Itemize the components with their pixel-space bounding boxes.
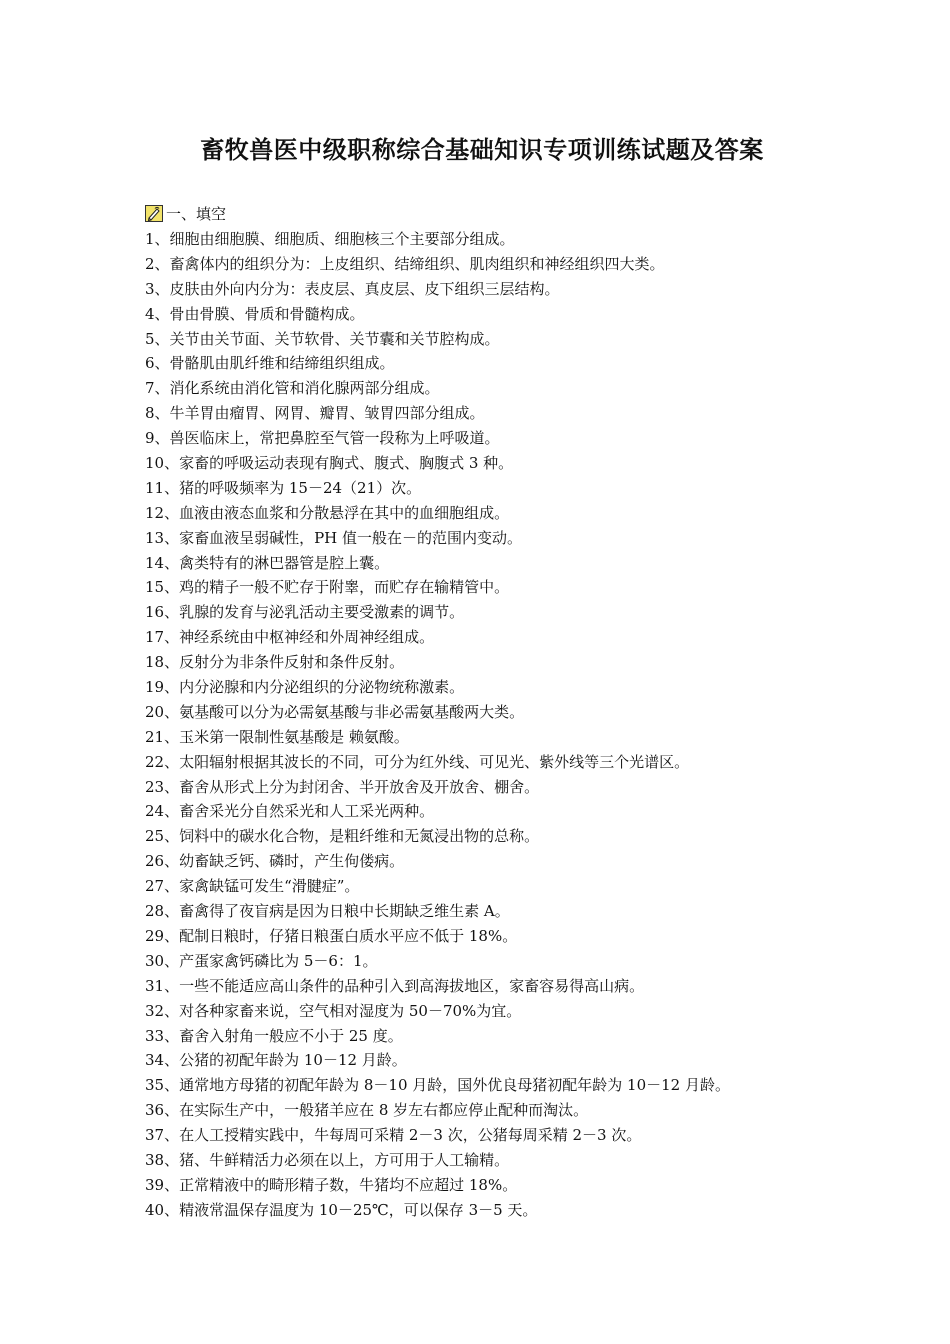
list-item: 5、关节由关节面、关节软骨、关节囊和关节腔构成。 [145, 329, 500, 348]
list-item: 28、畜禽得了夜盲病是因为日粮中长期缺乏维生素 A。 [145, 902, 510, 921]
question-list [145, 227, 730, 1223]
list-item: 17、神经系统由中枢神经和外周神经组成。 [145, 628, 435, 647]
list-item: 32、对各种家畜来说，空气相对湿度为 50－70%为宜。 [145, 1001, 522, 1020]
list-item: 34、公猪的初配年龄为 10－12 月龄。 [145, 1051, 407, 1070]
list-item: 13、家畜血液呈弱碱性，PH 值一般在－的范围内变动。 [145, 528, 523, 547]
note-icon [145, 205, 163, 222]
list-item: 33、畜舍入射角一般应不小于 25 度。 [145, 1026, 403, 1045]
list-item: 9、兽医临床上，常把鼻腔至气管一段称为上呼吸道。 [145, 429, 500, 448]
list-item: 4、骨由骨膜、骨质和骨髓构成。 [145, 304, 365, 323]
list-item: 27、家禽缺锰可发生“滑腱症”。 [145, 877, 360, 896]
list-item: 19、内分泌腺和内分泌组织的分泌物统称激素。 [145, 678, 465, 697]
list-item: 16、乳腺的发育与泌乳活动主要受激素的调节。 [145, 603, 465, 622]
list-item: 24、畜舍采光分自然采光和人工采光两种。 [145, 802, 435, 821]
list-item: 14、禽类特有的淋巴器管是腔上囊。 [145, 553, 390, 572]
list-item: 40、精液常温保存温度为 10－25℃，可以保存 3－5 天。 [145, 1200, 538, 1219]
list-item: 2、畜禽体内的组织分为：上皮组织、结缔组织、肌肉组织和神经组织四大类。 [145, 254, 665, 273]
list-item: 6、骨骼肌由肌纤维和结缔组织组成。 [145, 354, 395, 373]
list-item: 1、细胞由细胞膜、细胞质、细胞核三个主要部分组成。 [145, 230, 515, 248]
list-item: 25、饲料中的碳水化合物，是粗纤维和无氮浸出物的总称。 [145, 827, 540, 846]
list-item: 39、正常精液中的畸形精子数，牛猪均不应超过 18%。 [145, 1175, 518, 1194]
list-item: 23、畜舍从形式上分为封闭舍、半开放舍及开放舍、棚舍。 [145, 777, 540, 796]
section-heading [145, 202, 226, 224]
list-item: 30、产蛋家禽钙磷比为 5－6：1。 [145, 951, 378, 970]
list-item: 18、反射分为非条件反射和条件反射。 [145, 653, 405, 672]
list-item: 26、幼畜缺乏钙、磷时，产生佝偻病。 [145, 852, 405, 871]
section-label: 一、填空 [166, 204, 227, 223]
list-item: 29、配制日粮时，仔猪日粮蛋白质水平应不低于 18%。 [145, 926, 518, 945]
list-item: 12、血液由液态血浆和分散悬浮在其中的血细胞组成。 [145, 503, 510, 522]
list-item: 15、鸡的精子一般不贮存于附睾，而贮存在输精管中。 [145, 578, 510, 597]
list-item: 35、通常地方母猪的初配年龄为 8－10 月龄，国外优良母猪初配年龄为 10－12 月龄。 [145, 1076, 730, 1095]
list-item: 11、猪的呼吸频率为 15－24（21）次。 [145, 478, 422, 497]
list-item: 38、猪、牛鲜精活力必须在以上，方可用于人工输精。 [145, 1150, 510, 1169]
document-title: 畜牧兽医中级职称综合基础知识专项训练试题及答案 [200, 135, 764, 164]
list-item: 7、消化系统由消化管和消化腺两部分组成。 [145, 379, 440, 398]
list-item: 10、家畜的呼吸运动表现有胸式、腹式、胸腹式 3 种。 [145, 454, 514, 473]
list-item: 3、皮肤由外向内分为：表皮层、真皮层、皮下组织三层结构。 [145, 279, 560, 298]
list-item: 36、在实际生产中，一般猪羊应在 8 岁左右都应停止配种而淘汰。 [145, 1101, 589, 1120]
list-item: 22、太阳辐射根据其波长的不同，可分为红外线、可见光、紫外线等三个光谱区。 [145, 752, 690, 771]
list-item: 8、牛羊胃由瘤胃、网胃、瓣胃、皱胃四部分组成。 [145, 404, 485, 423]
list-item: 31、一些不能适应高山条件的品种引入到高海拔地区，家畜容易得高山病。 [145, 976, 645, 995]
list-item: 20、氨基酸可以分为必需氨基酸与非必需氨基酸两大类。 [145, 702, 525, 721]
list-item: 37、在人工授精实践中，牛每周可采精 2－3 次，公猪每周采精 2－3 次。 [145, 1126, 642, 1145]
list-item: 21、玉米第一限制性氨基酸是 赖氨酸。 [145, 727, 409, 746]
